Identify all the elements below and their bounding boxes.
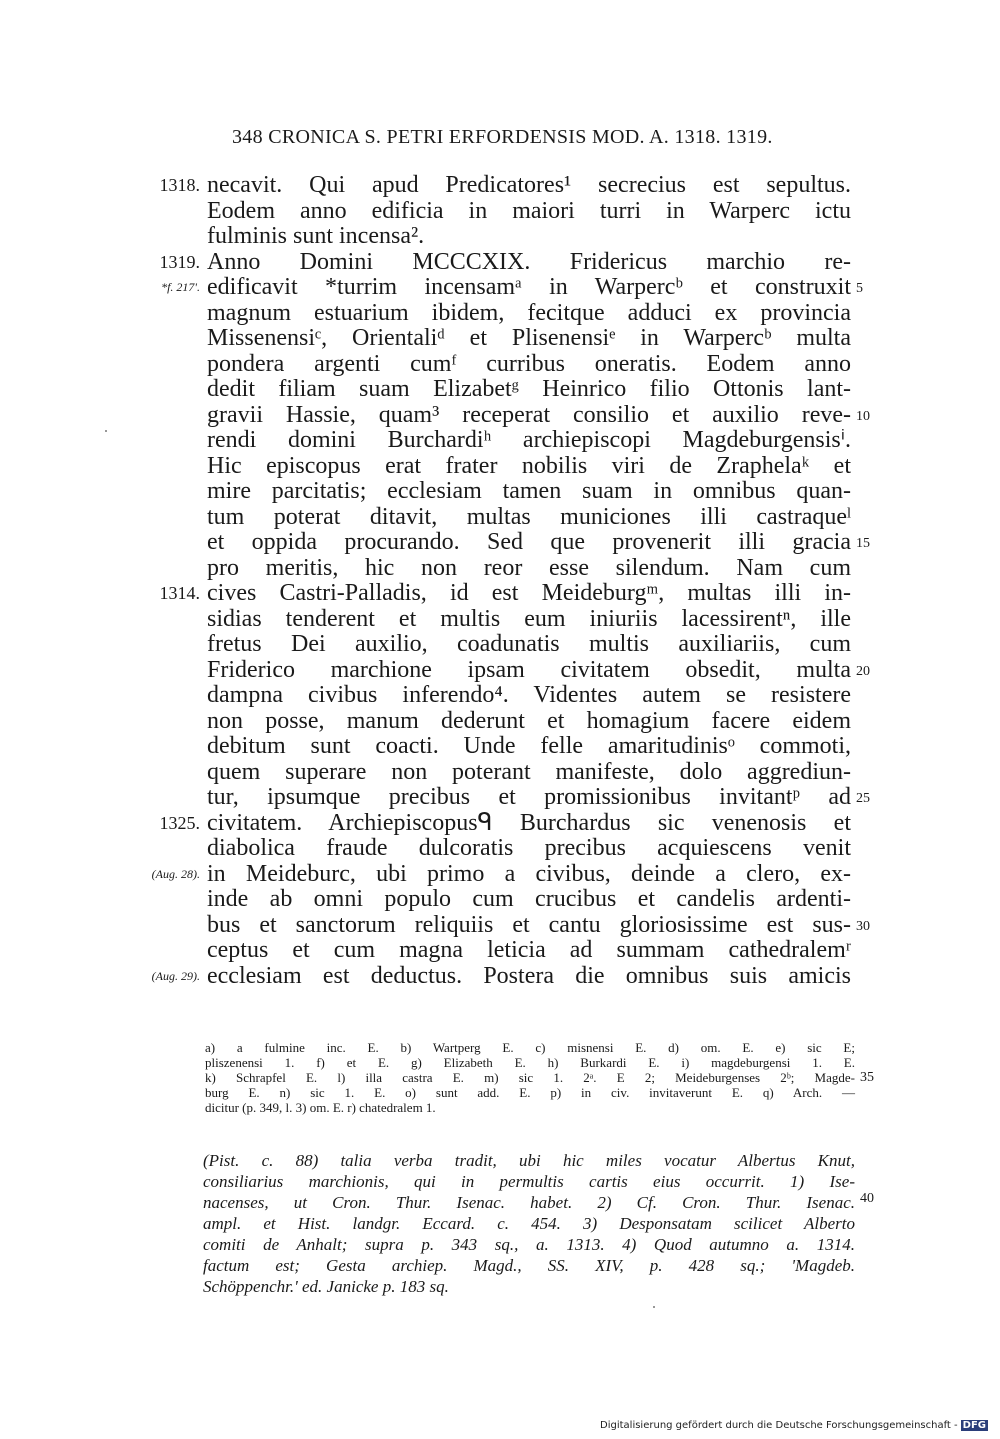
text-line: edificavit *turrim incensamᵃ in Warpercᵇ et construxit: [207, 274, 851, 300]
line-number: 25: [856, 791, 870, 806]
note-line: dicitur (p. 349, l. 3) om. E. r) chatedralem 1.: [205, 1100, 436, 1115]
commentary-notes: [203, 1150, 855, 1297]
text-line: dampna civibus inferendo⁴. Videntes autem se resistere: [207, 682, 851, 708]
note-line: burg E. n) sic 1. E. o) sunt add. E. p) in civ. invitaverunt E. q) Arch. —: [205, 1085, 855, 1100]
page-header: 348 CRONICA S. PETRI ERFORDENSIS MOD. A. 1318. 1319.: [232, 126, 773, 148]
text-line: quem superare non poterant manifeste, dolo aggrediun-: [207, 758, 851, 785]
margin-note: *f. 217'.: [161, 280, 200, 294]
commentary-line: comiti de Anhalt; supra p. 343 sq., a. 1313. 4) Quod autumno a. 1314.: [203, 1235, 855, 1254]
dust-speck: [653, 1306, 655, 1308]
margin-note: 1325.: [159, 812, 200, 833]
margin-note: 1318.: [159, 175, 200, 195]
text-line: tum poterat ditavit, multas municiones illi castraqueˡ: [207, 503, 851, 530]
text-line: bus et sanctorum reliquiis et cantu gloriosissime est sus-: [207, 911, 851, 938]
margin-note: (Aug. 28).: [151, 866, 200, 881]
line-number: 40: [860, 1191, 874, 1206]
text-line: ecclesiam est deductus. Postera die omnibus suis amicis: [207, 962, 851, 989]
text-line: mire parcitatis; ecclesiam tamen suam in omnibus quan-: [207, 478, 851, 504]
dust-speck: [105, 430, 107, 432]
textual-notes: [205, 1040, 855, 1115]
line-number: 15: [856, 536, 870, 551]
dfg-logo: DFG: [962, 1420, 986, 1431]
text-line: in Meideburc, ubi primo a civibus, deinde a clero, ex-: [207, 860, 851, 887]
text-line: cives Castri-Palladis, id est Meideburgᵐ, multas illi in-: [207, 580, 851, 606]
text-line: gravii Hassie, quam³ receperat consilio et auxilio reve-: [207, 401, 851, 428]
text-line: pondera argenti cumᶠ curribus oneratis. Eodem anno: [207, 350, 851, 377]
note-line: pliszenensi 1. f) et E. g) Elizabeth E. h) Burkardi E. i) magdeburgensi 1. E.: [205, 1055, 855, 1070]
margin-note: 1314.: [159, 583, 200, 603]
margin-note: (Aug. 29).: [151, 968, 200, 983]
text-line: Friderico marchione ipsam civitatem obsedit, multa: [207, 656, 851, 683]
commentary-line: (Pist. c. 88) talia verba tradit, ubi hic miles vocatur Albertus Knut,: [203, 1151, 855, 1170]
text-line: debitum sunt coacti. Unde felle amaritudinisᵒ commoti,: [207, 733, 851, 759]
text-line: Anno Domini MCCCXIX. Fridericus marchio re-: [207, 248, 851, 275]
text-line: diabolica fraude dulcoratis precibus acquiescens venit: [207, 835, 851, 861]
text-line: dedit filiam suam Elizabetᵍ Heinrico filio Ottonis lant-: [207, 376, 851, 402]
text-line: et oppida procurando. Sed que provenerit illi gracia: [207, 529, 851, 555]
text-line: non posse, manum dederunt et homagium facere eidem: [207, 707, 851, 734]
text-line: inde ab omni populo cum crucibus et candelis ardenti-: [207, 886, 851, 912]
commentary-line: factum est; Gesta archiep. Magd., SS. XIV, p. 428 sq.; 'Magdeb.: [203, 1256, 855, 1275]
line-number: 10: [856, 408, 870, 424]
text-line: ceptus et cum magna leticia ad summam cathedralemʳ: [207, 937, 851, 963]
commentary-line: nacenses, ut Cron. Thur. Isenac. habet. 2) Cf. Cron. Thur. Isenac.: [203, 1193, 855, 1212]
text-line: rendi domini Burchardiʰ archiepiscopi Magdeburgensisⁱ.: [207, 427, 851, 453]
text-line: fretus Dei auxilio, coadunatis multis auxiliariis, cum: [207, 631, 851, 657]
line-number: 5: [856, 281, 863, 296]
line-number: 20: [856, 663, 870, 679]
text-line: fulminis sunt incensa².: [207, 223, 425, 249]
text-line: magnum estuarium ibidem, fecitque adduci ex provincia: [207, 299, 851, 326]
text-line: Eodem anno edificia in maiori turri in Warperc ictu: [207, 197, 851, 224]
text-line: necavit. Qui apud Predicatores¹ secrecius est sepultus.: [207, 172, 851, 198]
text-line: Hic episcopus erat frater nobilis viri de Zraphelaᵏ et: [207, 452, 851, 479]
text-line: Missenensiᶜ, Orientaliᵈ et Plisenensiᵉ in Warpercᵇ multa: [207, 325, 851, 351]
commentary-line: consiliarius marchionis, qui in permultis cartis eius occurrit. 1) Ise-: [203, 1172, 855, 1191]
text-line: tur, ipsumque precibus et promissionibus invitantᵖ ad: [207, 784, 851, 810]
text-line: sidias tenderent et multis eum iniuriis lacessirentⁿ, ille: [207, 605, 851, 632]
margin-note: 1319.: [159, 251, 200, 272]
commentary-line: ampl. et Hist. landgr. Eccard. c. 454. 3) Desponsatam scilicet Alberto: [203, 1214, 855, 1233]
text-line: pro meritis, hic non reor esse silendum. Nam cum: [207, 554, 851, 581]
line-number: 30: [856, 918, 870, 934]
footer-credit: [600, 1420, 988, 1431]
commentary-line: Schöppenchr.' ed. Janicke p. 183 sq.: [203, 1277, 449, 1296]
note-line: a) a fulmine inc. E. b) Wartperg E. c) misnensi E. d) om. E. e) sic E;: [205, 1040, 855, 1055]
line-number: 35: [860, 1070, 874, 1085]
footer-text: Digitalisierung gefördert durch die Deutsche Forschungsgemeinschaft -: [600, 1420, 958, 1431]
note-line: k) Schrapfel E. l) illa castra E. m) sic 1. 2ᵃ. E 2; Meideburgenses 2ᵇ; Magde-: [205, 1070, 855, 1085]
text-line: civitatem. Archiepiscopusᑫ Burchardus sic venenosis et: [207, 809, 851, 836]
